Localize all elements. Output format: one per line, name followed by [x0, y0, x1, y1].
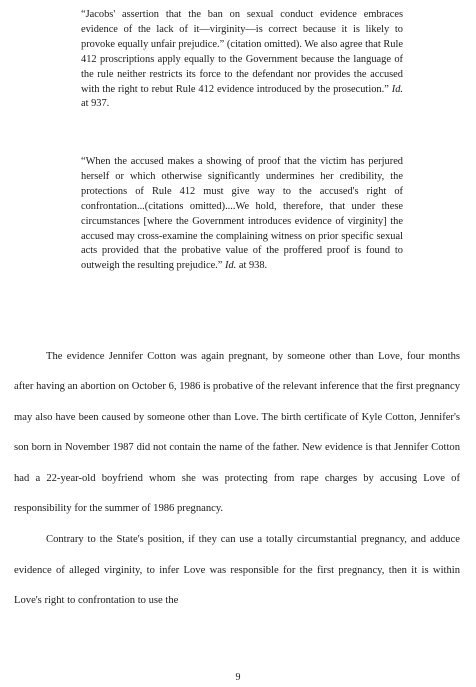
quote-citation-page: at 938. — [236, 260, 268, 272]
body-text — [14, 342, 460, 617]
body-paragraph: The evidence Jennifer Cotton was again pregnant, by someone other than Love, four months after having an abortion on October 6, 1986 is probative of the relevant inference that the first pregnancy may also have been caused by someone other than Love. The birth certificate of Kyle Cotton, Jennifer's son born in November 1987 did not contain the name of the father. New evidence is that Jennifer Cotton had a 22-year-old boyfriend whom she was protecting from rape charges by accusing Love of responsibility for the summer of 1986 pregnancy. — [14, 351, 460, 515]
quote-text: “When the accused makes a showing of proof that the victim has perjured herself or which otherwise significantly undermines her credibility, the protections of Rule 412 must give way to the accused's right of confrontation...(citations omitted)....We hold, therefore, that under these circumstances [where the Government introduces evidence of virginity] the accused may cross-examine the complaining witness on prior specific sexual acts provided that the probative value of the proffered proof is found to outweigh the resulting prejudice.” — [81, 156, 403, 272]
block-quote-confrontation — [81, 155, 403, 274]
body-paragraph: Contrary to the State's position, if they can use a totally circumstantial pregnancy, and adduce evidence of alleged virginity, to infer Love was responsible for the first pregnancy, then it is within Love's right to confrontation to use the — [14, 534, 460, 607]
quote-citation-page: at 937. — [81, 98, 110, 110]
block-quote-jacobs — [81, 8, 403, 112]
page-number: 9 — [235, 672, 241, 683]
quote-text: “Jacobs' assertion that the ban on sexual conduct evidence embraces evidence of the lack of it—virginity—is correct because it is likely to provoke equally unfair prejudice.” (citation omitted). We also agree that Rule 412 proscriptions apply equally to the Government because the language of the rule neither restricts its force to the defendant nor provides the accused with the right to rebut Rule 412 evidence introduced by the prosecution.” — [81, 9, 403, 95]
quote-citation: Id. — [391, 83, 403, 95]
quote-citation: Id. — [224, 260, 237, 272]
